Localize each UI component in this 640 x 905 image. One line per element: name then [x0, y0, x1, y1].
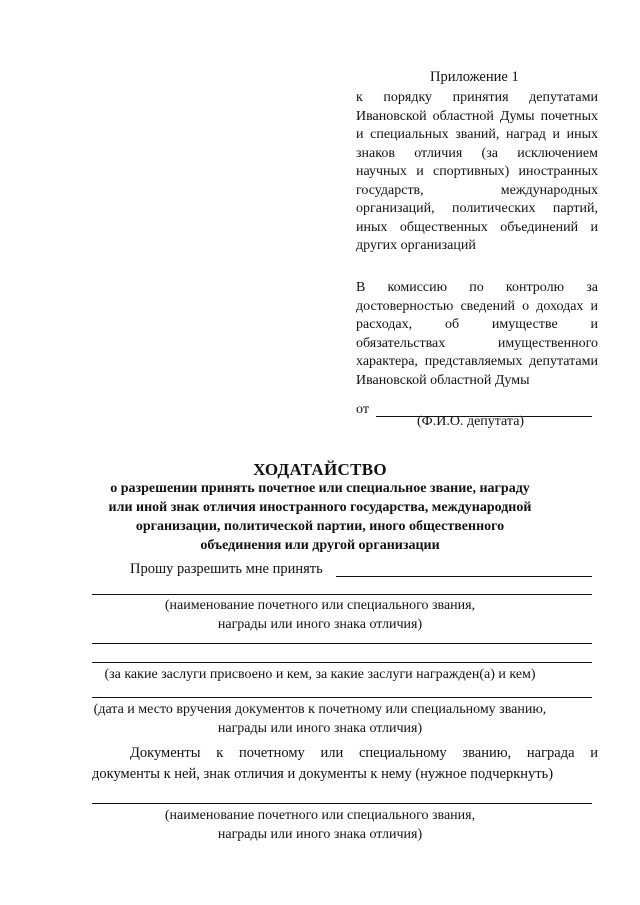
document-subtitle	[0, 479, 640, 555]
caption-line: (дата и место вручения документов к почетному или специальному званию,	[93, 702, 547, 717]
appendix-body: к порядку принятия депутатами Ивановской областной Думы почетных и специальных званий, наград и иных знаков отличия (за исключением научных и спортивных) иностранных государств, международных организаций, политических партий, иных общественных объединений и других организаций	[356, 90, 598, 253]
addressee-text: В комиссию по контролю за достоверностью сведений о доходах и расходах, об имуществе и обязательствах имущественного характера, представляемых депутатами Ивановской областной Думы	[356, 280, 598, 388]
documents-paragraph	[92, 743, 598, 785]
caption-line: (наименование почетного или специального звания,	[164, 598, 476, 613]
documents-line: Документы к почетному или специальному званию, награда и	[130, 745, 598, 761]
caption-line: награды или иного знака отличия)	[217, 827, 423, 842]
delivery-caption	[0, 700, 640, 738]
merit-input-line-2[interactable]	[92, 662, 592, 663]
delivery-input-line[interactable]	[92, 697, 592, 698]
caption-line: (наименование почетного или специального звания,	[164, 808, 476, 823]
merit-caption: (за какие заслуги присвоено и кем, за какие заслуги награжден(а) и кем)	[104, 667, 536, 682]
subtitle-line: или иной знак отличия иностранного государства, международной	[108, 500, 532, 515]
documents-caption	[0, 806, 640, 844]
documents-input-line[interactable]	[92, 803, 592, 804]
caption-line: награды или иного знака отличия)	[217, 721, 423, 736]
subtitle-line: объединения или другой организации	[200, 538, 440, 553]
award-input-line-2[interactable]	[92, 594, 592, 595]
appendix-title: Приложение 1	[430, 69, 519, 85]
from-label: от	[356, 402, 369, 417]
from-line	[356, 402, 369, 418]
fio-caption: (Ф.И.О. депутата)	[417, 414, 525, 429]
award-caption	[0, 596, 640, 634]
request-label: Прошу разрешить мне принять	[130, 561, 323, 577]
award-input-line[interactable]	[336, 576, 592, 577]
document-title: ХОДАТАЙСТВО	[253, 460, 387, 479]
merit-input-line[interactable]	[92, 643, 592, 644]
subtitle-line: о разрешении принять почетное или специальное звание, награду	[110, 481, 530, 496]
documents-line: документы к ней, знак отличия и документы к нему (нужное подчеркнуть)	[92, 766, 554, 782]
subtitle-line: организации, политической партии, иного общественного	[135, 519, 505, 534]
caption-line: награды или иного знака отличия)	[217, 617, 423, 632]
